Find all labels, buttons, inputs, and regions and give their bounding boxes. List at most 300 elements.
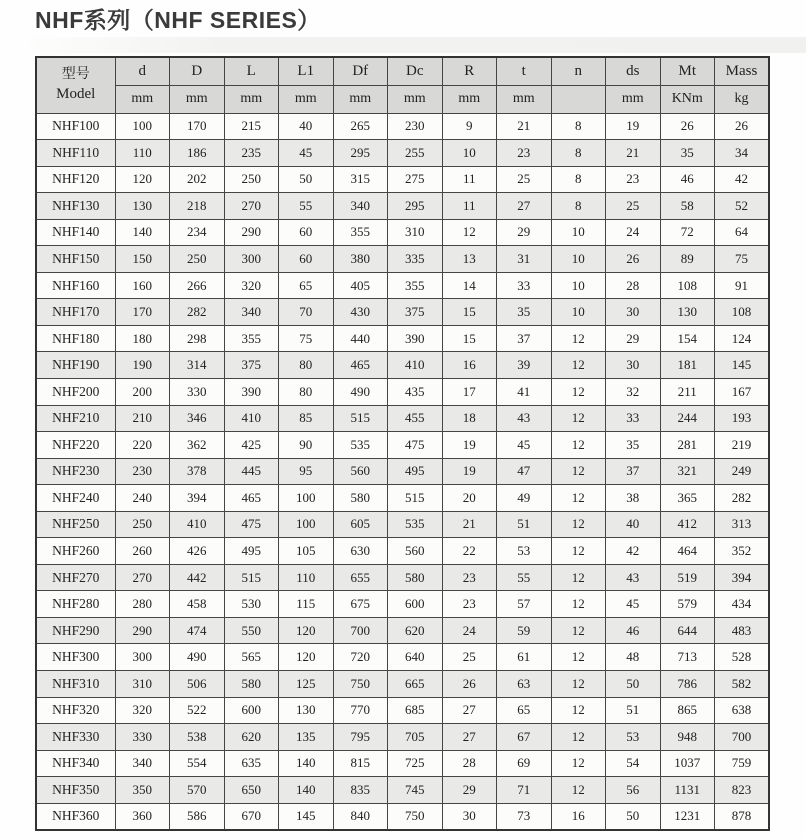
value-cell-ds: 24 <box>606 219 661 246</box>
value-cell-l: 250 <box>224 166 279 193</box>
value-cell-n: 12 <box>551 485 606 512</box>
value-cell-n: 12 <box>551 777 606 804</box>
value-cell-dc: 640 <box>388 644 443 671</box>
value-cell-n: 12 <box>551 432 606 459</box>
value-cell-t: 51 <box>497 511 552 538</box>
value-cell-r: 17 <box>442 378 497 405</box>
value-cell-ds: 19 <box>606 113 661 140</box>
value-cell-r: 23 <box>442 591 497 618</box>
value-cell-df: 380 <box>333 246 388 273</box>
value-cell-l1: 110 <box>279 564 334 591</box>
value-cell-l1: 60 <box>279 219 334 246</box>
value-cell-df: 720 <box>333 644 388 671</box>
value-cell-mass: 145 <box>715 352 770 379</box>
value-cell-l: 215 <box>224 113 279 140</box>
value-cell-ds: 33 <box>606 405 661 432</box>
value-cell-ds: 30 <box>606 299 661 326</box>
model-cell: NHF290 <box>36 617 115 644</box>
value-cell-l: 425 <box>224 432 279 459</box>
value-cell-l1: 65 <box>279 272 334 299</box>
value-cell-d: 250 <box>170 246 225 273</box>
value-cell-d: 186 <box>170 140 225 167</box>
value-cell-df: 840 <box>333 803 388 830</box>
value-cell-t: 63 <box>497 670 552 697</box>
table-row-nhf300 <box>36 644 769 671</box>
value-cell-r: 19 <box>442 458 497 485</box>
value-cell-l: 565 <box>224 644 279 671</box>
value-cell-df: 355 <box>333 219 388 246</box>
value-cell-n: 8 <box>551 193 606 220</box>
column-header-mt: Mt <box>660 57 715 85</box>
value-cell-t: 55 <box>497 564 552 591</box>
value-cell-dc: 475 <box>388 432 443 459</box>
column-unit-r: mm <box>442 85 497 113</box>
value-cell-dc: 745 <box>388 777 443 804</box>
value-cell-mt: 365 <box>660 485 715 512</box>
value-cell-mass: 528 <box>715 644 770 671</box>
value-cell-ds: 54 <box>606 750 661 777</box>
model-cell: NHF160 <box>36 272 115 299</box>
value-cell-ds: 40 <box>606 511 661 538</box>
value-cell-dc: 455 <box>388 405 443 432</box>
value-cell-df: 630 <box>333 538 388 565</box>
value-cell-l1: 100 <box>279 511 334 538</box>
column-header-t: t <box>497 57 552 85</box>
value-cell-mt: 154 <box>660 325 715 352</box>
table-row-nhf190 <box>36 352 769 379</box>
value-cell-ds: 46 <box>606 617 661 644</box>
value-cell-t: 23 <box>497 140 552 167</box>
value-cell-l1: 135 <box>279 724 334 751</box>
value-cell-df: 265 <box>333 113 388 140</box>
value-cell-ds: 26 <box>606 246 661 273</box>
value-cell-l: 515 <box>224 564 279 591</box>
value-cell-dc: 375 <box>388 299 443 326</box>
model-cell: NHF140 <box>36 219 115 246</box>
value-cell-d: 410 <box>170 511 225 538</box>
column-header-d: D <box>170 57 225 85</box>
value-cell-n: 12 <box>551 724 606 751</box>
value-cell-r: 30 <box>442 803 497 830</box>
column-unit-dc: mm <box>388 85 443 113</box>
value-cell-l: 650 <box>224 777 279 804</box>
value-cell-d: 240 <box>115 485 170 512</box>
value-cell-d: 110 <box>115 140 170 167</box>
value-cell-n: 10 <box>551 219 606 246</box>
value-cell-mass: 582 <box>715 670 770 697</box>
value-cell-n: 12 <box>551 352 606 379</box>
value-cell-t: 61 <box>497 644 552 671</box>
model-cell: NHF340 <box>36 750 115 777</box>
value-cell-mass: 282 <box>715 485 770 512</box>
value-cell-r: 10 <box>442 140 497 167</box>
column-header-r: R <box>442 57 497 85</box>
value-cell-r: 28 <box>442 750 497 777</box>
value-cell-t: 47 <box>497 458 552 485</box>
value-cell-mt: 786 <box>660 670 715 697</box>
value-cell-d: 378 <box>170 458 225 485</box>
value-cell-l: 550 <box>224 617 279 644</box>
value-cell-dc: 750 <box>388 803 443 830</box>
value-cell-d: 506 <box>170 670 225 697</box>
value-cell-mt: 519 <box>660 564 715 591</box>
model-cell: NHF280 <box>36 591 115 618</box>
value-cell-t: 53 <box>497 538 552 565</box>
value-cell-mass: 26 <box>715 113 770 140</box>
model-label-cn: 型号 <box>61 67 90 83</box>
value-cell-t: 73 <box>497 803 552 830</box>
value-cell-r: 16 <box>442 352 497 379</box>
table-row-nhf180 <box>36 325 769 352</box>
column-header-df: Df <box>333 57 388 85</box>
value-cell-l1: 40 <box>279 113 334 140</box>
value-cell-ds: 28 <box>606 272 661 299</box>
value-cell-ds: 42 <box>606 538 661 565</box>
value-cell-mt: 412 <box>660 511 715 538</box>
value-cell-mt: 181 <box>660 352 715 379</box>
value-cell-d: 202 <box>170 166 225 193</box>
value-cell-dc: 495 <box>388 458 443 485</box>
value-cell-mt: 865 <box>660 697 715 724</box>
value-cell-d: 130 <box>115 193 170 220</box>
value-cell-l1: 100 <box>279 485 334 512</box>
value-cell-mass: 91 <box>715 272 770 299</box>
value-cell-d: 300 <box>115 644 170 671</box>
column-header-dc: Dc <box>388 57 443 85</box>
value-cell-l: 530 <box>224 591 279 618</box>
value-cell-ds: 25 <box>606 193 661 220</box>
value-cell-d: 180 <box>115 325 170 352</box>
column-header-d: d <box>115 57 170 85</box>
model-label-en: Model <box>56 85 96 102</box>
value-cell-df: 515 <box>333 405 388 432</box>
table-row-nhf290 <box>36 617 769 644</box>
model-cell: NHF180 <box>36 325 115 352</box>
value-cell-ds: 29 <box>606 325 661 352</box>
value-cell-l: 600 <box>224 697 279 724</box>
value-cell-l: 475 <box>224 511 279 538</box>
value-cell-dc: 435 <box>388 378 443 405</box>
value-cell-d: 170 <box>170 113 225 140</box>
value-cell-t: 41 <box>497 378 552 405</box>
value-cell-l1: 140 <box>279 750 334 777</box>
page-title: NHF系列（NHF SERIES） <box>35 7 321 33</box>
model-cell: NHF260 <box>36 538 115 565</box>
value-cell-r: 12 <box>442 219 497 246</box>
table-row-nhf160 <box>36 272 769 299</box>
value-cell-l1: 120 <box>279 617 334 644</box>
value-cell-l: 355 <box>224 325 279 352</box>
value-cell-ds: 56 <box>606 777 661 804</box>
table-row-nhf260 <box>36 538 769 565</box>
value-cell-n: 12 <box>551 405 606 432</box>
model-cell: NHF150 <box>36 246 115 273</box>
value-cell-df: 315 <box>333 166 388 193</box>
value-cell-dc: 600 <box>388 591 443 618</box>
model-cell: NHF330 <box>36 724 115 751</box>
model-cell: NHF200 <box>36 378 115 405</box>
value-cell-d: 490 <box>170 644 225 671</box>
value-cell-t: 57 <box>497 591 552 618</box>
value-cell-d: 230 <box>115 458 170 485</box>
table-row-nhf120 <box>36 166 769 193</box>
value-cell-mass: 638 <box>715 697 770 724</box>
value-cell-mt: 72 <box>660 219 715 246</box>
value-cell-n: 8 <box>551 166 606 193</box>
value-cell-ds: 37 <box>606 458 661 485</box>
value-cell-r: 15 <box>442 299 497 326</box>
value-cell-df: 430 <box>333 299 388 326</box>
value-cell-r: 11 <box>442 193 497 220</box>
value-cell-r: 25 <box>442 644 497 671</box>
value-cell-df: 655 <box>333 564 388 591</box>
column-unit-df: mm <box>333 85 388 113</box>
value-cell-mt: 579 <box>660 591 715 618</box>
value-cell-mt: 130 <box>660 299 715 326</box>
value-cell-t: 67 <box>497 724 552 751</box>
table-row-nhf170 <box>36 299 769 326</box>
value-cell-mt: 35 <box>660 140 715 167</box>
value-cell-l: 465 <box>224 485 279 512</box>
value-cell-d: 394 <box>170 485 225 512</box>
value-cell-l: 580 <box>224 670 279 697</box>
column-unit-n <box>551 85 606 113</box>
value-cell-ds: 32 <box>606 378 661 405</box>
value-cell-l1: 45 <box>279 140 334 167</box>
value-cell-mass: 42 <box>715 166 770 193</box>
value-cell-d: 290 <box>115 617 170 644</box>
value-cell-d: 360 <box>115 803 170 830</box>
value-cell-t: 39 <box>497 352 552 379</box>
value-cell-mass: 352 <box>715 538 770 565</box>
value-cell-mt: 211 <box>660 378 715 405</box>
model-cell: NHF130 <box>36 193 115 220</box>
value-cell-df: 295 <box>333 140 388 167</box>
value-cell-dc: 515 <box>388 485 443 512</box>
value-cell-dc: 705 <box>388 724 443 751</box>
table-row-nhf360 <box>36 803 769 830</box>
value-cell-l1: 105 <box>279 538 334 565</box>
table-row-nhf230 <box>36 458 769 485</box>
value-cell-r: 9 <box>442 113 497 140</box>
value-cell-t: 65 <box>497 697 552 724</box>
value-cell-n: 8 <box>551 140 606 167</box>
value-cell-mt: 244 <box>660 405 715 432</box>
value-cell-dc: 355 <box>388 272 443 299</box>
table-row-nhf350 <box>36 777 769 804</box>
value-cell-mt: 89 <box>660 246 715 273</box>
value-cell-d: 220 <box>115 432 170 459</box>
table-row-nhf210 <box>36 405 769 432</box>
model-cell: NHF360 <box>36 803 115 830</box>
value-cell-ds: 45 <box>606 591 661 618</box>
value-cell-mt: 108 <box>660 272 715 299</box>
model-cell: NHF310 <box>36 670 115 697</box>
model-cell: NHF100 <box>36 113 115 140</box>
value-cell-n: 10 <box>551 272 606 299</box>
value-cell-d: 150 <box>115 246 170 273</box>
value-cell-d: 260 <box>115 538 170 565</box>
value-cell-r: 13 <box>442 246 497 273</box>
value-cell-mass: 249 <box>715 458 770 485</box>
value-cell-df: 440 <box>333 325 388 352</box>
column-header-ds: ds <box>606 57 661 85</box>
value-cell-d: 100 <box>115 113 170 140</box>
value-cell-ds: 43 <box>606 564 661 591</box>
value-cell-dc: 685 <box>388 697 443 724</box>
value-cell-t: 49 <box>497 485 552 512</box>
value-cell-t: 37 <box>497 325 552 352</box>
value-cell-mass: 193 <box>715 405 770 432</box>
value-cell-df: 770 <box>333 697 388 724</box>
value-cell-mass: 394 <box>715 564 770 591</box>
value-cell-r: 22 <box>442 538 497 565</box>
table-row-nhf220 <box>36 432 769 459</box>
value-cell-n: 10 <box>551 246 606 273</box>
value-cell-ds: 53 <box>606 724 661 751</box>
table-row-nhf240 <box>36 485 769 512</box>
value-cell-l1: 125 <box>279 670 334 697</box>
value-cell-l: 635 <box>224 750 279 777</box>
value-cell-mt: 46 <box>660 166 715 193</box>
value-cell-df: 560 <box>333 458 388 485</box>
value-cell-d: 270 <box>115 564 170 591</box>
value-cell-l1: 115 <box>279 591 334 618</box>
value-cell-dc: 390 <box>388 325 443 352</box>
model-cell: NHF300 <box>36 644 115 671</box>
value-cell-d: 190 <box>115 352 170 379</box>
model-cell: NHF270 <box>36 564 115 591</box>
value-cell-dc: 560 <box>388 538 443 565</box>
value-cell-d: 570 <box>170 777 225 804</box>
value-cell-mt: 281 <box>660 432 715 459</box>
value-cell-mass: 700 <box>715 724 770 751</box>
value-cell-d: 210 <box>115 405 170 432</box>
value-cell-mass: 52 <box>715 193 770 220</box>
value-cell-d: 320 <box>115 697 170 724</box>
value-cell-d: 266 <box>170 272 225 299</box>
table-row-nhf110 <box>36 140 769 167</box>
model-cell: NHF210 <box>36 405 115 432</box>
table-row-nhf320 <box>36 697 769 724</box>
value-cell-mass: 167 <box>715 378 770 405</box>
value-cell-ds: 51 <box>606 697 661 724</box>
value-cell-d: 298 <box>170 325 225 352</box>
value-cell-d: 140 <box>115 219 170 246</box>
value-cell-d: 218 <box>170 193 225 220</box>
value-cell-r: 18 <box>442 405 497 432</box>
value-cell-dc: 295 <box>388 193 443 220</box>
value-cell-dc: 255 <box>388 140 443 167</box>
value-cell-df: 535 <box>333 432 388 459</box>
value-cell-mt: 644 <box>660 617 715 644</box>
value-cell-l: 445 <box>224 458 279 485</box>
nhf-series-table <box>35 56 770 831</box>
value-cell-l: 620 <box>224 724 279 751</box>
column-header-model <box>36 57 115 113</box>
value-cell-dc: 310 <box>388 219 443 246</box>
value-cell-r: 15 <box>442 325 497 352</box>
value-cell-mt: 1231 <box>660 803 715 830</box>
column-unit-l: mm <box>224 85 279 113</box>
header-name-row <box>36 57 769 85</box>
table-body <box>36 113 769 830</box>
value-cell-n: 12 <box>551 458 606 485</box>
value-cell-mt: 948 <box>660 724 715 751</box>
value-cell-d: 522 <box>170 697 225 724</box>
value-cell-l: 340 <box>224 299 279 326</box>
value-cell-mass: 759 <box>715 750 770 777</box>
value-cell-d: 346 <box>170 405 225 432</box>
value-cell-df: 605 <box>333 511 388 538</box>
column-unit-d: mm <box>115 85 170 113</box>
value-cell-l: 495 <box>224 538 279 565</box>
value-cell-df: 700 <box>333 617 388 644</box>
column-header-l: L <box>224 57 279 85</box>
model-cell: NHF170 <box>36 299 115 326</box>
value-cell-r: 24 <box>442 617 497 644</box>
value-cell-t: 21 <box>497 113 552 140</box>
value-cell-d: 280 <box>115 591 170 618</box>
value-cell-d: 442 <box>170 564 225 591</box>
column-unit-mt: KNm <box>660 85 715 113</box>
value-cell-dc: 620 <box>388 617 443 644</box>
value-cell-ds: 48 <box>606 644 661 671</box>
value-cell-d: 538 <box>170 724 225 751</box>
value-cell-df: 795 <box>333 724 388 751</box>
value-cell-df: 340 <box>333 193 388 220</box>
value-cell-l1: 85 <box>279 405 334 432</box>
value-cell-ds: 38 <box>606 485 661 512</box>
model-cell: NHF350 <box>36 777 115 804</box>
column-header-n: n <box>551 57 606 85</box>
column-header-l1: L1 <box>279 57 334 85</box>
value-cell-n: 12 <box>551 538 606 565</box>
value-cell-d: 426 <box>170 538 225 565</box>
value-cell-l: 375 <box>224 352 279 379</box>
value-cell-t: 69 <box>497 750 552 777</box>
value-cell-d: 282 <box>170 299 225 326</box>
value-cell-t: 35 <box>497 299 552 326</box>
value-cell-mt: 713 <box>660 644 715 671</box>
value-cell-t: 27 <box>497 193 552 220</box>
column-header-mass: Mass <box>715 57 770 85</box>
table-row-nhf270 <box>36 564 769 591</box>
value-cell-t: 59 <box>497 617 552 644</box>
value-cell-l1: 55 <box>279 193 334 220</box>
table-row-nhf310 <box>36 670 769 697</box>
value-cell-mt: 1131 <box>660 777 715 804</box>
table-row-nhf280 <box>36 591 769 618</box>
value-cell-mass: 313 <box>715 511 770 538</box>
value-cell-ds: 23 <box>606 166 661 193</box>
model-cell: NHF230 <box>36 458 115 485</box>
value-cell-r: 21 <box>442 511 497 538</box>
value-cell-mass: 75 <box>715 246 770 273</box>
value-cell-l: 235 <box>224 140 279 167</box>
value-cell-mass: 219 <box>715 432 770 459</box>
value-cell-r: 19 <box>442 432 497 459</box>
value-cell-d: 120 <box>115 166 170 193</box>
value-cell-l: 300 <box>224 246 279 273</box>
value-cell-r: 11 <box>442 166 497 193</box>
column-unit-t: mm <box>497 85 552 113</box>
value-cell-l1: 70 <box>279 299 334 326</box>
value-cell-mass: 483 <box>715 617 770 644</box>
value-cell-mass: 64 <box>715 219 770 246</box>
value-cell-r: 23 <box>442 564 497 591</box>
table-row-nhf340 <box>36 750 769 777</box>
